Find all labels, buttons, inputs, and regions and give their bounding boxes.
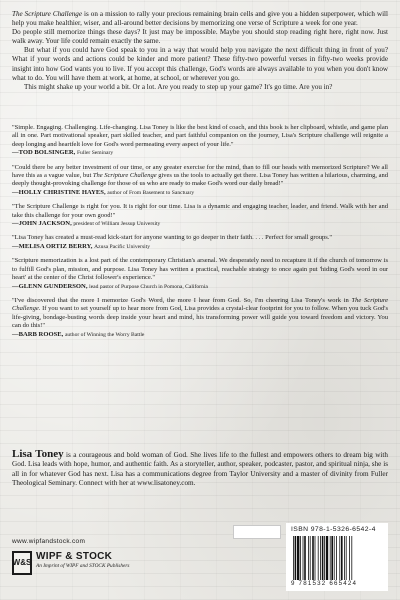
endorser-name: —GLENN GUNDERSON, bbox=[12, 282, 88, 290]
endorsement-quote-part-b: If you want to set yourself up to hear more from God, Lisa provides a crystal-clear footprint for you to follow. When you tuck God's life-giving, bondage-busting words deep inside your heart and mind, his transforming power will guide you toward freedom and victory. You can do this!" bbox=[12, 305, 389, 330]
endorser-name: —HOLLY CHRISTINE HAYES, bbox=[12, 188, 106, 196]
barcode-bar bbox=[320, 536, 321, 580]
endorsement-quote: "Scripture memorization is a lost part of the contemporary Christian's arsenal. We desperately need to recapture it if the church of tomorrow is to fulfill God's plan, mission, and purpose. Lisa Toney has written a practical, reachable strategy to once again put 'hiding God's word in our heart' at the center of the Christ follower's experience." bbox=[12, 257, 388, 282]
endorsement-hayes bbox=[12, 164, 388, 198]
endorsement-quote-part-b: gives us the tools to actually get there. Lisa Toney has written a hilarious, charming, and deeply thought-provoking challenge for those of us who are ready to make God's word our daily bread!" bbox=[12, 172, 389, 188]
endorsement-roose bbox=[12, 297, 388, 339]
endorser-name: —MELISA ORTIZ BERRY, bbox=[12, 242, 93, 250]
publisher-website: www.wipfandstock.com bbox=[12, 538, 86, 545]
barcode-bar bbox=[308, 536, 309, 580]
endorsement-author bbox=[12, 149, 113, 156]
barcode-bar bbox=[349, 536, 350, 580]
endorsement-quote-part-a: "I've discovered that the more I memorize God's Word, the more I hear from God. So, I'm cheering Lisa Toney's work in bbox=[12, 296, 349, 304]
back-cover-description bbox=[12, 10, 388, 92]
endorsement-jackson bbox=[12, 203, 388, 228]
barcode-bar bbox=[341, 536, 343, 580]
publisher-logo-text bbox=[36, 551, 129, 570]
publisher-logo bbox=[12, 551, 129, 575]
barcode-bar bbox=[346, 536, 347, 580]
endorsement-author bbox=[12, 220, 160, 227]
endorsement-quote: "The Scripture Challenge is right for you. It is right for our time. Lisa is a dynamic and engaging teacher, leader, and friend. Walk with her and take this challenge for your own good!" bbox=[12, 203, 388, 219]
endorsement-quote: "Simple. Engaging. Challenging. Life-changing. Lisa Toney is like the best kind of coach, and this book is her clipboard, whistle, and game plan all in one. Part motivational speaker, part skilled teacher, and part faithful companion on the journey, Lisa's Scripture challenge will reignite a deep longing and heartfelt love for God's word permeating every aspect of your life." bbox=[12, 124, 388, 148]
author-bio bbox=[12, 450, 388, 488]
barcode-bar bbox=[312, 536, 314, 580]
barcode-bar bbox=[310, 536, 311, 580]
barcode-bar bbox=[304, 536, 306, 580]
endorser-affiliation: Azusa Pacific University bbox=[94, 243, 151, 250]
barcode-bar bbox=[339, 536, 340, 580]
barcode-bar bbox=[324, 536, 325, 580]
barcode-bar bbox=[297, 536, 299, 580]
endorsement-quote-part-a: "Could there be any better investment of our time, or any greater exercise for the mind, than to fill our heads with memorized Scripture? We all have this as a vague value, but bbox=[12, 163, 388, 180]
endorsement-quote-title: The Scripture Challenge. bbox=[12, 296, 389, 313]
barcode-bar bbox=[351, 536, 352, 580]
intro-paragraph-2: Do people still memorize things these days? It just may be impossible. Maybe you should stop reading right here, right now. Just walk away. Your life could remain exactly the same. bbox=[12, 28, 388, 46]
endorsement-author bbox=[12, 331, 144, 338]
endorser-affiliation: president of William Jessup University bbox=[73, 221, 161, 228]
intro-paragraph-3: But what if you could have God speak to you in a way that would help you navigate the next difficult thing in front of you? What if your words and actions could be kinder and more patient? These fifty-two powerful verses in fifty-two weeks provide insight into how God wants you to live. If you accept this challenge, God's words are always available to you when you don't know what to do. You will have them at work, at home, at school, or wherever you go. bbox=[12, 46, 388, 82]
barcode-bar bbox=[322, 536, 324, 580]
publisher-subtitle: An Imprint of WIPF and STOCK Publishers bbox=[36, 563, 130, 569]
endorser-affiliation: author of Winning the Worry Battle bbox=[64, 331, 145, 338]
endorsement-bolsinger bbox=[12, 124, 388, 158]
author-name: Lisa Toney bbox=[12, 448, 64, 460]
barcode-bar bbox=[344, 536, 345, 580]
barcode-bar bbox=[300, 536, 301, 580]
barcode-bar bbox=[293, 536, 294, 580]
endorsement-quote-title: The Scripture Challenge bbox=[92, 172, 157, 180]
barcode-bar bbox=[336, 536, 337, 580]
isbn-label: ISBN 978-1-5326-6542-4 bbox=[291, 526, 376, 533]
endorsement-author bbox=[12, 243, 150, 250]
endorser-name: —JOHN JACKSON, bbox=[12, 220, 72, 228]
endorsement-berry bbox=[12, 234, 388, 251]
intro-p1-text: is on a mission to rally your precious remaining brain cells and give you a hidden superpower, which will help you make healthier, wiser, and all-around better decisions by memorizing one verse of Scripture a week for one year. bbox=[12, 10, 388, 28]
barcode-icon bbox=[291, 536, 383, 580]
barcode-bar bbox=[303, 536, 304, 580]
endorsement-author bbox=[12, 189, 194, 196]
barcode-bar bbox=[331, 536, 333, 580]
publisher-logo-mark: W&S bbox=[12, 551, 32, 575]
endorsements bbox=[12, 124, 388, 345]
intro-paragraph-4: This might shake up your world a bit. Or a lot. Are you ready to step up your game? It's go time. Are you in? bbox=[24, 82, 333, 91]
barcode-bar bbox=[295, 536, 297, 580]
endorsement-gunderson bbox=[12, 257, 388, 291]
barcode-digits: 9 781532 665424 bbox=[291, 580, 358, 587]
endorser-affiliation: lead pastor of Purpose Church in Pomona, California bbox=[89, 283, 208, 290]
barcode-bar bbox=[334, 536, 335, 580]
intro-paragraph-1 bbox=[12, 10, 388, 28]
barcode-bar bbox=[326, 536, 328, 580]
publisher-name: WIPF & STOCK bbox=[36, 551, 113, 562]
endorser-affiliation: Fuller Seminary bbox=[76, 150, 114, 157]
book-title-inline: The Scripture Challenge bbox=[12, 10, 82, 18]
endorsement-quote: "Lisa Toney has created a must-read kick-start for anyone wanting to go deeper in their faith. . . . Perfect for small groups." bbox=[12, 234, 333, 242]
endorsement-author bbox=[12, 283, 208, 290]
barcode-bar bbox=[315, 536, 316, 580]
isbn-barcode-block bbox=[286, 523, 388, 591]
barcode-bar bbox=[318, 536, 319, 580]
endorser-affiliation: author of From Basement to Sanctuary bbox=[107, 189, 195, 196]
endorser-name: —TOD BOLSINGER, bbox=[12, 149, 76, 157]
endorser-name: —BARB ROOSE, bbox=[12, 330, 64, 338]
author-bio-text: is a courageous and bold woman of God. She lives life to the fullest and empowers others to dream big with God. Lisa leads with hope, humor, and authentic faith. As a storyteller, author, speaker, podcaster, pastor, and spiritual ninja, she is all in for whatever God has next. Lisa has a communications degree from Taylor University and a master of divinity from Fuller Theological Seminary. Connect with her at www.lisatoney.com. bbox=[12, 451, 389, 487]
price-label-area bbox=[233, 525, 281, 539]
barcode-bar bbox=[330, 536, 331, 580]
